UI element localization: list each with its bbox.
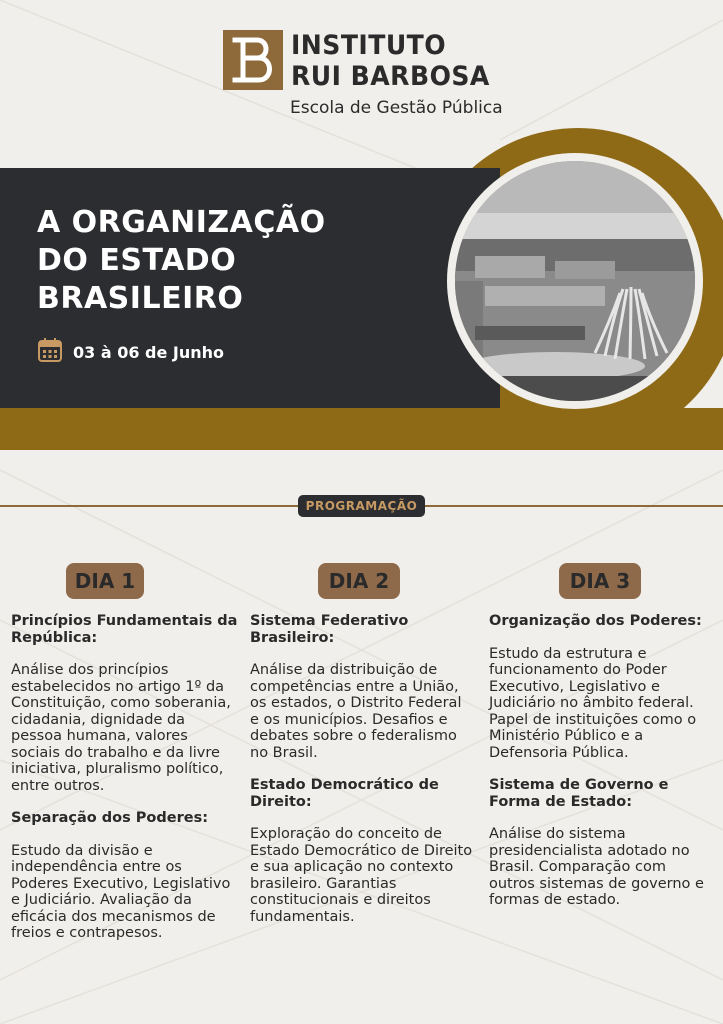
day-2-column	[250, 613, 474, 941]
day-1-topic-2-body: Estudo da divisão e independência entre os Poderes Executivo, Legislativo e Judiciário. Avaliação da eficácia dos mecanismos de freios e contrapesos.	[11, 842, 231, 941]
date-text: 03 à 06 de Junho	[73, 342, 225, 362]
day-1-topic-2-heading: Separação dos Poderes:	[11, 810, 209, 826]
logo-line-1: INSTITUTO	[291, 30, 447, 61]
programacao-badge: PROGRAMAÇÃO	[298, 495, 425, 517]
event-title	[37, 204, 437, 318]
day-2-badge: DIA 2	[318, 563, 400, 599]
day-2-topic-2-heading: Estado Democrático de Direito:	[250, 777, 439, 810]
day-1-topic-1-heading: Princípios Fundamentais da República:	[11, 613, 238, 646]
day-2-topic-1-body: Análise da distribuição de competências entre a União, os estados, o Distrito Federal e os municípios. Desafios e debates sobre o federalismo no Brasil.	[250, 662, 462, 761]
logo-subtitle: Escola de Gestão Pública	[290, 98, 503, 118]
day-2-topic-1-heading: Sistema Federativo Brasileiro:	[250, 613, 409, 646]
day-1-column	[11, 613, 239, 958]
b-monogram-icon	[223, 30, 283, 90]
day-3-topic-2-body: Análise do sistema presidencialista adotado no Brasil. Comparação com outros sistemas de governo e formas de estado.	[489, 826, 704, 908]
day-3-topic-2-heading: Sistema de Governo e Forma de Estado:	[489, 777, 669, 810]
event-date	[37, 337, 224, 367]
title-line-3: BRASILEIRO	[37, 281, 244, 316]
day-3-topic-1-body: Estudo da estrutura e funcionamento do Poder Executivo, Legislativo e Judiciário no âmbito federal. Papel de instituições como o Ministério Público e a Defensoria Pública.	[489, 645, 697, 761]
day-1-badge: DIA 1	[66, 563, 144, 599]
day-3-badge: DIA 3	[559, 563, 641, 599]
title-line-1: A ORGANIZAÇÃO	[37, 205, 326, 240]
brasilia-cathedral-photo	[455, 161, 695, 401]
day-3-topic-1-heading: Organização dos Poderes:	[489, 613, 702, 629]
calendar-icon	[37, 337, 63, 367]
day-1-topic-1-body: Análise dos princípios estabelecidos no artigo 1º da Constituição, como soberania, cidadania, dignidade da pessoa humana, valores sociais do trabalho e da livre iniciativa, pluralismo político, entre outros.	[11, 662, 231, 794]
day-2-topic-2-body: Exploração do conceito de Estado Democrático de Direito e sua aplicação no contexto brasileiro. Garantias constitucionais e direitos fundamentais.	[250, 826, 473, 925]
day-3-column	[489, 613, 715, 925]
title-line-2: DO ESTADO	[37, 243, 237, 278]
logo-line-2: RUI BARBOSA	[291, 61, 490, 92]
institute-logo	[223, 30, 505, 92]
